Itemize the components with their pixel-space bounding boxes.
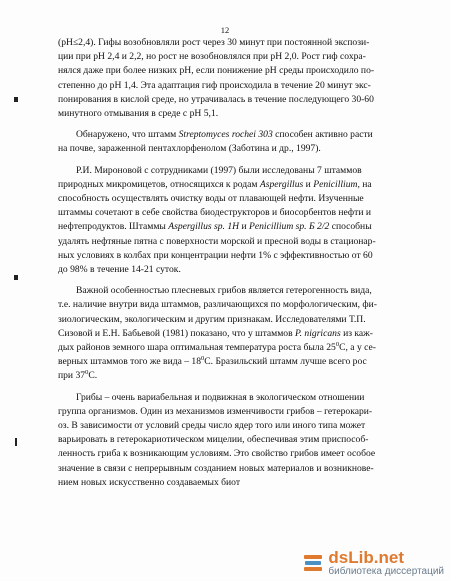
scan-mark bbox=[15, 438, 17, 446]
text-line: удалять нефтяные пятна с поверхности морской и пресной воды в стационар- bbox=[58, 235, 376, 247]
text-line: до 98% в течение 14-21 суток. bbox=[58, 264, 181, 276]
text-line: на почве, зараженной пентахлорфенолом (Заботина и др., 1997). bbox=[58, 143, 321, 155]
text-line: Грибы – очень вариабельная и подвижная в экологическом отношении bbox=[76, 391, 365, 403]
body-text bbox=[58, 36, 410, 490]
dslib-watermark[interactable] bbox=[302, 549, 444, 577]
text-line: ции при pH 2,4 и 2,2, но рост не возобновлялся при pH 2,0. Рост гиф сохра- bbox=[58, 51, 366, 63]
text-line: природных микромицетов, относящихся к родам Aspergillus и Penicillium, на bbox=[58, 178, 372, 190]
paragraph bbox=[58, 36, 410, 121]
text-line: варьировать в гетерокариотическом мицелии, обеспечивая этим приспособ- bbox=[58, 434, 369, 446]
text-line: Сизовой и Е.Н. Бабьевой (1981) показано, что у штаммов P. nigricans из каж- bbox=[58, 327, 374, 339]
text-line: т.е. наличие внутри вида штаммов, различающихся по морфологическим, фи- bbox=[58, 299, 377, 311]
text-line: нялся даже при более низких pH, если понижение pH среды происходило по- bbox=[58, 65, 375, 77]
text-line: группа организмов. Один из механизмов изменчивости грибов – гетерокари- bbox=[58, 405, 373, 417]
text-line: (pH≤2,4). Гифы возобновляли рост через 30 минут при постоянной экспози- bbox=[58, 37, 370, 48]
text-line: штаммы сочетают в себе свойства биодеструкторов и биосорбентов нефти и bbox=[58, 207, 371, 219]
paragraph bbox=[58, 128, 410, 156]
text-line: способность осуществлять очистку воды от плавающей нефти. Изученные bbox=[58, 193, 364, 205]
text-line: Р.И. Мироновой с сотрудниками (1997) были исследованы 7 штаммов bbox=[76, 164, 362, 176]
page-number: 12 bbox=[220, 25, 230, 35]
text-line: ленность гриба к возникающим условиям. Это свойство грибов имеет особое bbox=[58, 448, 376, 460]
scan-mark bbox=[14, 275, 18, 280]
text-line: ных условиях в колбах при концентрации нефти 1% с эффективностью от 60 bbox=[58, 249, 373, 261]
text-line: значение в связи с непрерывным созданием новых материалов и возникнове- bbox=[58, 462, 374, 474]
paragraph bbox=[58, 391, 410, 490]
text-line: оз. В зависимости от условий среды число ядер того или иного типа может bbox=[58, 420, 366, 432]
text-line: минутного отмывания в среде с pH 5,1. bbox=[58, 108, 219, 120]
text-line: при $37^0С$. bbox=[58, 369, 98, 382]
text-line: зиологическим, экологическим и другим признакам. Исследователями Т.П. bbox=[58, 313, 366, 325]
text-line: верных штаммов того же вида – $18^0С$. Бразильский штамм лучше всего рос bbox=[58, 355, 367, 368]
text-line: нефтепродуктов. Штаммы Aspergillus sp. 1H и Penicillium sp. Б 2/2 способны bbox=[58, 221, 372, 233]
scan-mark bbox=[14, 97, 18, 102]
text-line: степенно до pH 1,4. Эта адаптация гиф происходила в течение 20 минут экс- bbox=[58, 79, 371, 91]
paragraph bbox=[58, 164, 410, 278]
text-line: Обнаружено, что штамм Streptomyces rochei 303 способен активно расти bbox=[76, 129, 373, 141]
watermark-subtitle: библиотека диссертаций bbox=[328, 566, 444, 577]
watermark-brand: dsLib.net bbox=[328, 548, 404, 567]
text-line: понирования в кислой среде, но утрачивалась в течение последующего 30-60 bbox=[58, 93, 374, 105]
text-line: нием новых искусственно создаваемых биот bbox=[58, 476, 241, 488]
paragraph bbox=[58, 284, 410, 383]
text-line: дых районов земного шара оптимальная температура роста была $25^0С$, а у се- bbox=[58, 341, 376, 354]
text-line: Важной особенностью плесневых грибов является гетерогенность вида, bbox=[76, 285, 372, 297]
book-stack-icon bbox=[302, 552, 324, 574]
